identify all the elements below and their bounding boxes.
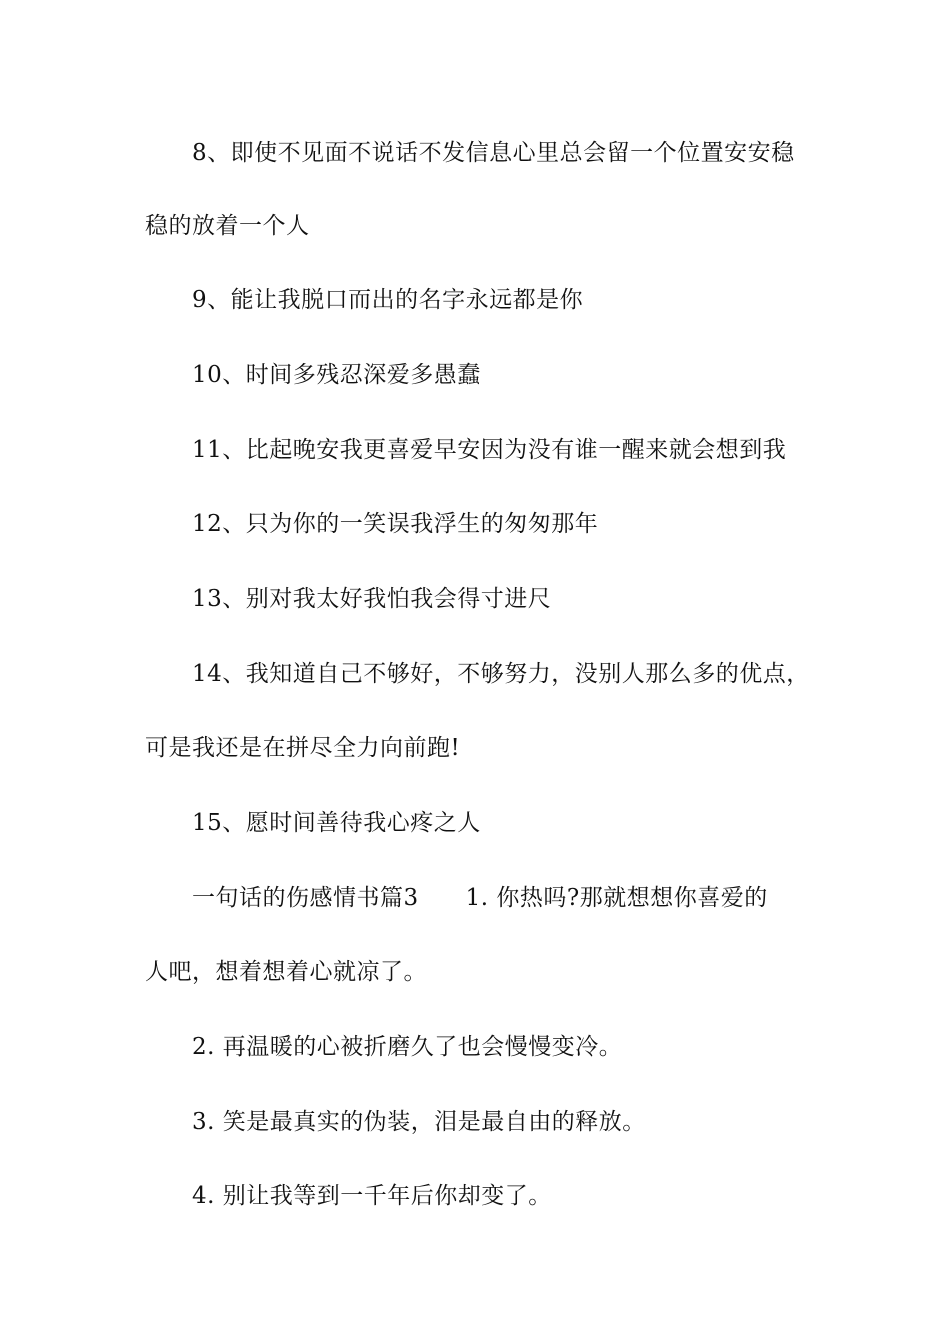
paragraph-line: 一句话的伤感情书篇3 1. 你热吗?那就想想你喜爱的 [192, 885, 768, 911]
paragraph-line: 12、只为你的一笑误我浮生的匆匆那年 [192, 511, 599, 537]
paragraph-line: 14、我知道自己不够好，不够努力，没别人那么多的优点， [192, 661, 810, 687]
paragraph-line: 人吧，想着想着心就凉了。 [145, 959, 427, 985]
paragraph-line: 13、别对我太好我怕我会得寸进尺 [192, 586, 552, 612]
paragraph-line: 2. 再温暖的心被折磨久了也会慢慢变冷。 [192, 1034, 623, 1060]
paragraph-line: 11、比起晚安我更喜爱早安因为没有谁一醒来就会想到我 [192, 437, 787, 463]
paragraph-line: 8、即使不见面不说话不发信息心里总会留一个位置安安稳 [192, 140, 795, 166]
paragraph-line: 15、愿时间善待我心疼之人 [192, 810, 481, 836]
paragraph-line: 10、时间多残忍深爱多愚蠢 [192, 362, 481, 388]
paragraph-line: 稳的放着一个人 [145, 213, 310, 239]
paragraph-line: 4. 别让我等到一千年后你却变了。 [192, 1183, 552, 1209]
paragraph-line: 3. 笑是最真实的伪装，泪是最自由的释放。 [192, 1109, 646, 1135]
paragraph-line: 9、能让我脱口而出的名字永远都是你 [192, 287, 584, 313]
paragraph-line: 可是我还是在拼尽全力向前跑! [145, 735, 461, 761]
